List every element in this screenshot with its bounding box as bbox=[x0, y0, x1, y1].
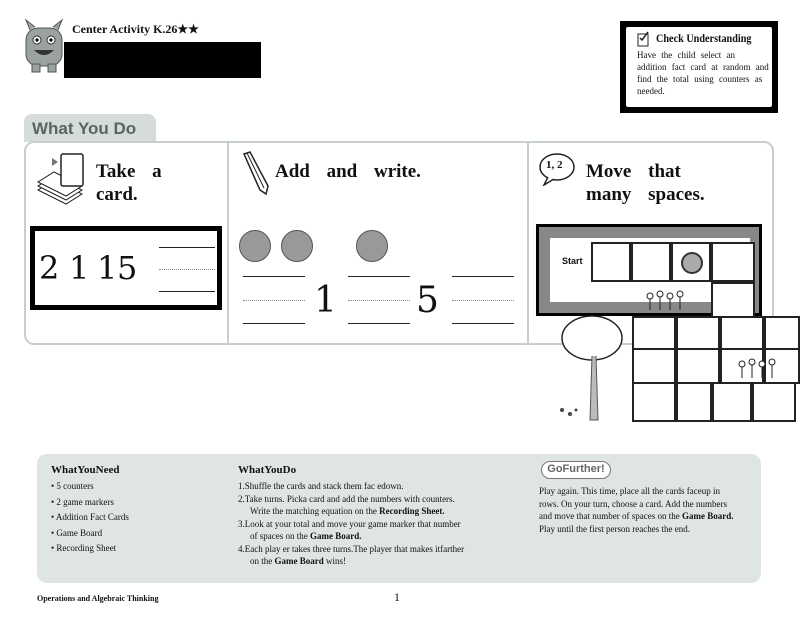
step-1-title: Take a card. bbox=[96, 161, 162, 205]
check-understanding-box bbox=[620, 21, 778, 113]
divider bbox=[227, 142, 229, 344]
counter bbox=[239, 230, 271, 262]
start-label: Start bbox=[562, 256, 583, 266]
fact-card: 2 1 1 5 bbox=[30, 226, 222, 310]
needs-list: • 5 counters • 2 game markers • Addition Fact Cards • Game Board • Recording Sheet bbox=[51, 481, 129, 553]
card-stack-icon bbox=[36, 152, 88, 215]
equation-five: 5 bbox=[416, 280, 439, 321]
go-further-badge: GoFurther! bbox=[541, 461, 611, 479]
what-you-need-title: WhatYouNeed bbox=[51, 464, 120, 476]
step-3-title: Move that many spaces. bbox=[586, 161, 705, 205]
go-further-text: Play again. This time, place all the cards faceup in rows. On your turn, choose a card. Add the numbers and move that number of spaces on the Game Board. Play until the first person reaches the end. bbox=[539, 486, 734, 534]
flowers-icon bbox=[644, 290, 688, 315]
count-badge: 1, 2 bbox=[546, 159, 563, 171]
what-you-do-tab bbox=[24, 114, 156, 142]
instructions-list: 1.Shuffle the cards and stack them fac edown. 2.Take turns. Picka card and add the numbers with counters. Write the matching equation on the Recording Sheet. 3.Look at your total and move your game marker that number of spaces on the Game Board. 4.Each play er takes three turns.The player that makes itfarther on the Game Board wins! bbox=[238, 481, 465, 566]
flowers-icon bbox=[736, 358, 780, 383]
redacted-title-bar bbox=[64, 42, 261, 78]
page-number: 1 bbox=[394, 590, 400, 604]
counter bbox=[281, 230, 313, 262]
monster-mascot-icon bbox=[20, 18, 68, 74]
equation-one: 1 bbox=[314, 280, 337, 321]
tree-icon bbox=[556, 312, 630, 427]
check-understanding-text: Have the child select an addition fact card at random and find the total using counters as needed. bbox=[637, 50, 769, 96]
game-marker bbox=[681, 252, 703, 274]
pencil-icon bbox=[240, 150, 272, 201]
check-understanding-title: Check Understanding bbox=[656, 31, 752, 45]
tab-label: What You Do bbox=[32, 119, 137, 138]
divider bbox=[527, 142, 529, 344]
speech-bubble-icon bbox=[538, 152, 576, 184]
activity-title: Center Activity K.26★★ bbox=[72, 22, 199, 36]
counter bbox=[356, 230, 388, 262]
step-2-title: Add and write. bbox=[275, 161, 421, 182]
what-you-do-title: WhatYouDo bbox=[238, 464, 297, 476]
footer-domain: Operations and Algebraic Thinking bbox=[37, 594, 159, 603]
